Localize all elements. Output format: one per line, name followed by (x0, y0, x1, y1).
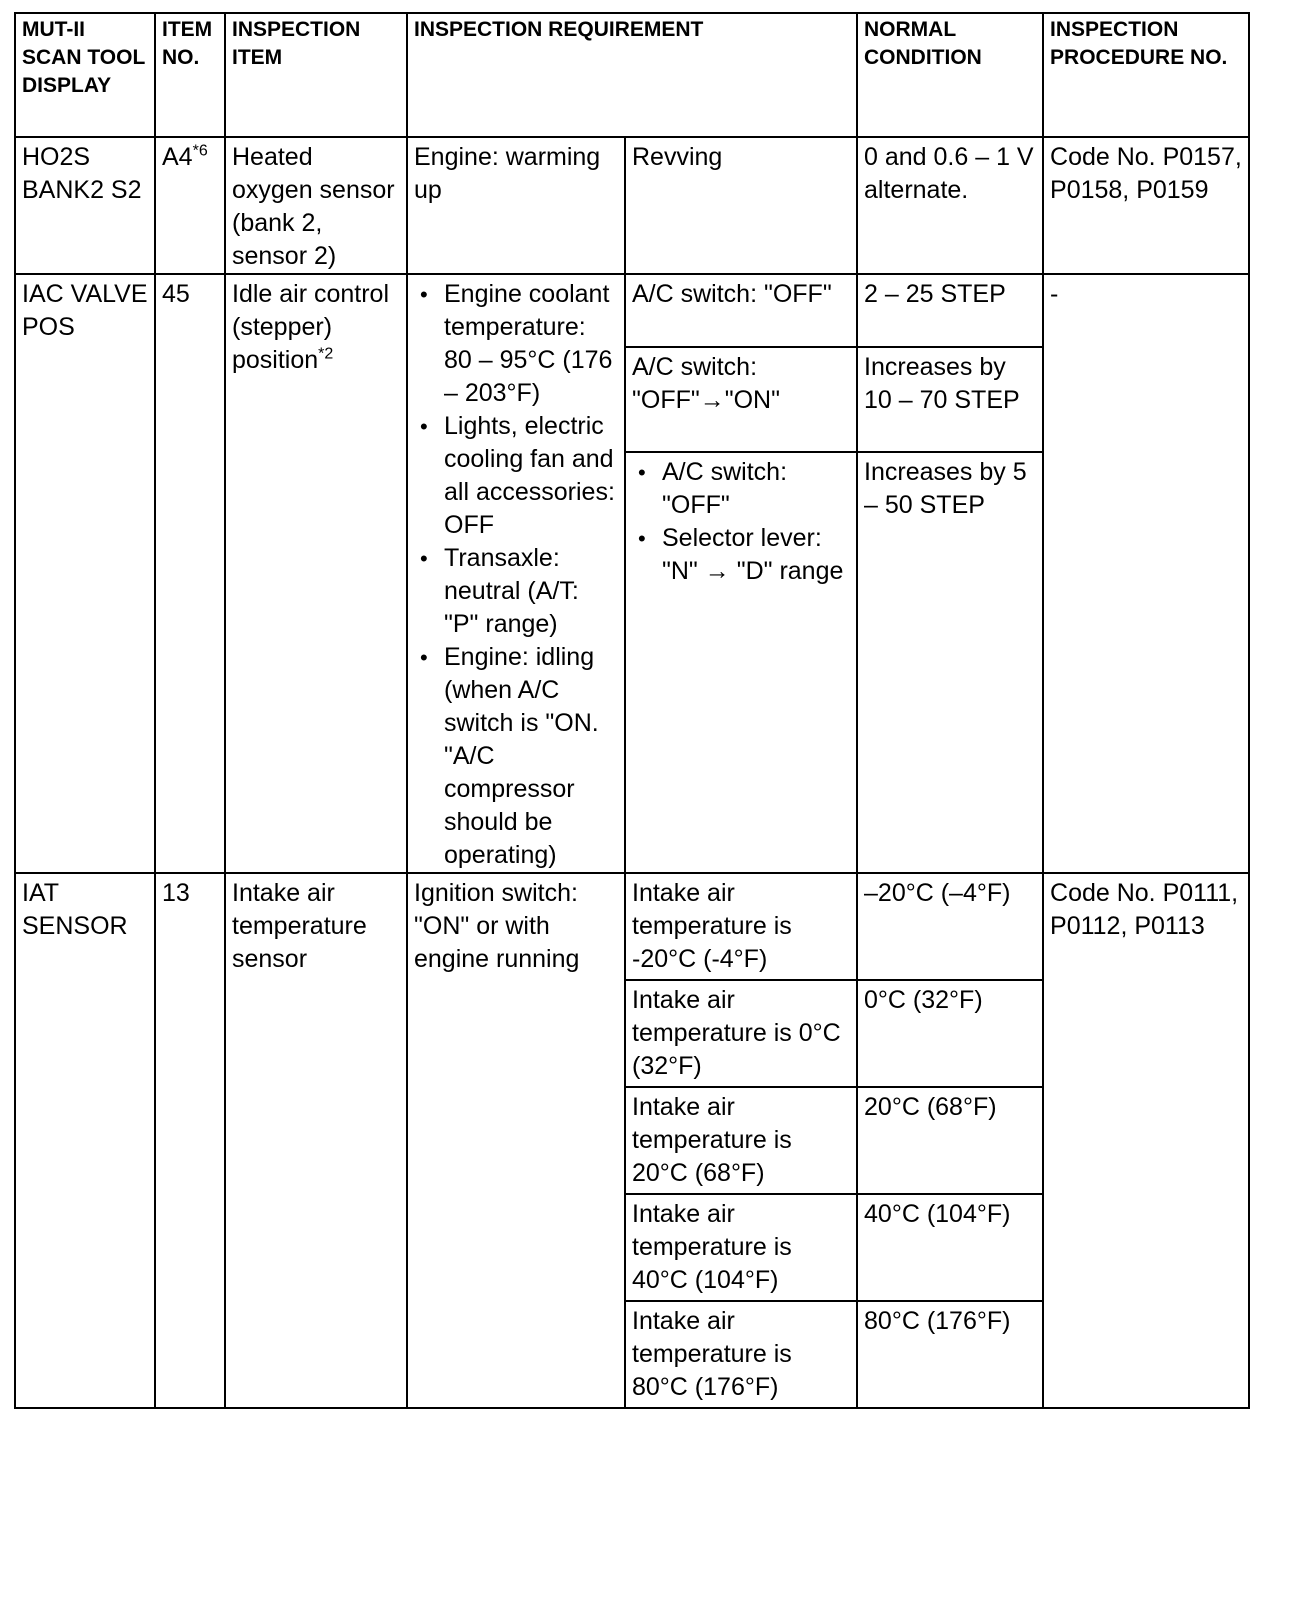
cell-requirement-sub: Intake air temperature is 20°C (68°F) (625, 1087, 857, 1194)
cell-requirement-sub (625, 452, 857, 873)
header-item-no: ITEM NO. (155, 13, 225, 137)
cell-procedure: Code No. P0157, P0158, P0159 (1043, 137, 1249, 274)
cell-requirement-sub: Intake air temperature is 40°C (104°F) (625, 1194, 857, 1301)
cell-requirement-sub: Intake air temperature is -20°C (-4°F) (625, 873, 857, 980)
list-item: • Engine: idling (when A/C switch is "ON. "A/C compressor should be operating) (414, 641, 618, 872)
sub-conditions-list (632, 456, 850, 588)
cell-procedure: - (1043, 274, 1249, 873)
table-row (15, 873, 1249, 980)
cell-display: HO2S BANK2 S2 (15, 137, 155, 274)
cell-normal: –20°C (–4°F) (857, 873, 1043, 980)
item-text: Idle air control (stepper) position (232, 280, 390, 374)
cell-procedure: Code No. P0111, P0112, P0113 (1043, 873, 1249, 1408)
cell-requirement-sub: Revving (625, 137, 857, 274)
cell-normal: 80°C (176°F) (857, 1301, 1043, 1408)
cell-item-no: 45 (155, 274, 225, 873)
list-item: • Engine coolant temperature: 80 – 95°C (176 – 203°F) (414, 278, 618, 410)
item-no-text: A4 (162, 143, 193, 171)
cell-normal: Increases by 5 – 50 STEP (857, 452, 1043, 873)
table-row (15, 274, 1249, 347)
cell-requirement-sub: Intake air temperature is 80°C (176°F) (625, 1301, 857, 1408)
cell-display: IAC VALVE POS (15, 274, 155, 873)
cell-item-no (155, 137, 225, 274)
header-procedure: INSPECTION PROCEDURE NO. (1043, 13, 1249, 137)
cell-normal: 40°C (104°F) (857, 1194, 1043, 1301)
cell-requirement-conditions (407, 274, 625, 873)
cell-display: IAT SENSOR (15, 873, 155, 1408)
cell-item: Intake air temperature sensor (225, 873, 407, 1408)
header-display: MUT-II SCAN TOOL DISPLAY (15, 13, 155, 137)
cell-requirement: Ignition switch: "ON" or with engine running (407, 873, 625, 1408)
cell-normal: 0°C (32°F) (857, 980, 1043, 1087)
table-row (15, 137, 1249, 274)
cell-requirement-sub: A/C switch: "OFF" (625, 274, 857, 347)
cell-normal: 2 – 25 STEP (857, 274, 1043, 347)
list-item: • Transaxle: neutral (A/T: "P" range) (414, 542, 618, 641)
cell-requirement-sub: A/C switch: "OFF"→"ON" (625, 347, 857, 452)
cell-item: Heated oxygen sensor (bank 2, sensor 2) (225, 137, 407, 274)
header-item: INSPECTION ITEM (225, 13, 407, 137)
cell-normal: 20°C (68°F) (857, 1087, 1043, 1194)
inspection-table (14, 12, 1250, 1409)
cell-normal: Increases by 10 – 70 STEP (857, 347, 1043, 452)
cell-requirement-sub: Intake air temperature is 0°C (32°F) (625, 980, 857, 1087)
header-row (15, 13, 1249, 137)
list-item: • Lights, electric cooling fan and all accessories: OFF (414, 410, 618, 542)
cell-item (225, 274, 407, 873)
list-item: • Selector lever: "N" → "D" range (632, 522, 850, 588)
cell-item-no: 13 (155, 873, 225, 1408)
cell-normal: 0 and 0.6 – 1 V alternate. (857, 137, 1043, 274)
cell-requirement: Engine: warming up (407, 137, 625, 274)
list-item: • A/C switch: "OFF" (632, 456, 850, 522)
header-requirement: INSPECTION REQUIREMENT (407, 13, 857, 137)
item-superscript: *2 (318, 345, 334, 363)
header-normal: NORMAL CONDITION (857, 13, 1043, 137)
item-no-superscript: *6 (192, 142, 208, 160)
conditions-list (414, 278, 618, 872)
